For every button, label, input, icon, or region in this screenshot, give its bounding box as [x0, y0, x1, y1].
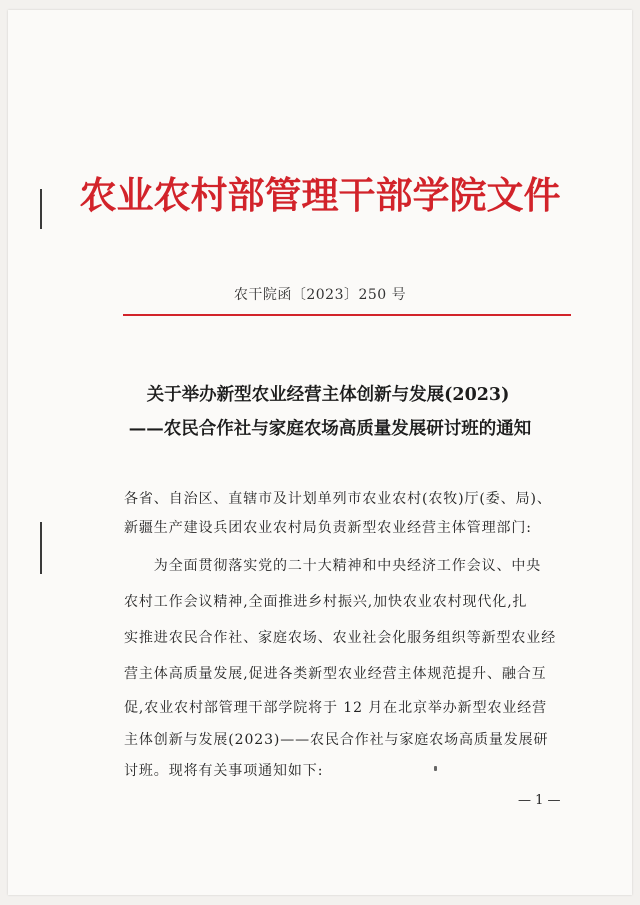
body-line: 营主体高质量发展,促进各类新型农业经营主体规范提升、融合互: [124, 666, 547, 682]
page-number: — 1 —: [518, 793, 561, 808]
document-number: 农干院函〔2023〕250 号: [233, 287, 407, 303]
body-line: 讨班。现将有关事项通知如下:: [124, 763, 324, 779]
red-divider-line: [123, 314, 571, 316]
body-line: 各省、自治区、直辖市及计划单列市农业农村(农牧)厅(委、局)、: [124, 491, 552, 507]
body-line: 为全面贯彻落实党的二十大精神和中央经济工作会议、中央: [124, 558, 542, 574]
body-line: 农村工作会议精神,全面推进乡村振兴,加快农业农村现代化,扎: [124, 594, 528, 610]
body-line: 主体创新与发展(2023)——农民合作社与家庭农场高质量发展研: [124, 732, 549, 748]
notice-title-line-2: ——农民合作社与家庭农场高质量发展研讨班的通知: [128, 419, 532, 439]
scan-speck: [434, 766, 437, 771]
binding-mark-bottom: [40, 522, 42, 574]
notice-title-line-1: 关于举办新型农业经营主体创新与发展(2023): [146, 385, 510, 405]
document-header-title: 农业农村部管理干部学院文件: [79, 173, 561, 217]
body-line: 促,农业农村部管理干部学院将于 12 月在北京举办新型农业经营: [124, 700, 548, 716]
body-line: 实推进农民合作社、家庭农场、农业社会化服务组织等新型农业经: [124, 630, 557, 646]
body-line: 新疆生产建设兵团农业农村局负责新型农业经营主体管理部门:: [124, 520, 532, 536]
